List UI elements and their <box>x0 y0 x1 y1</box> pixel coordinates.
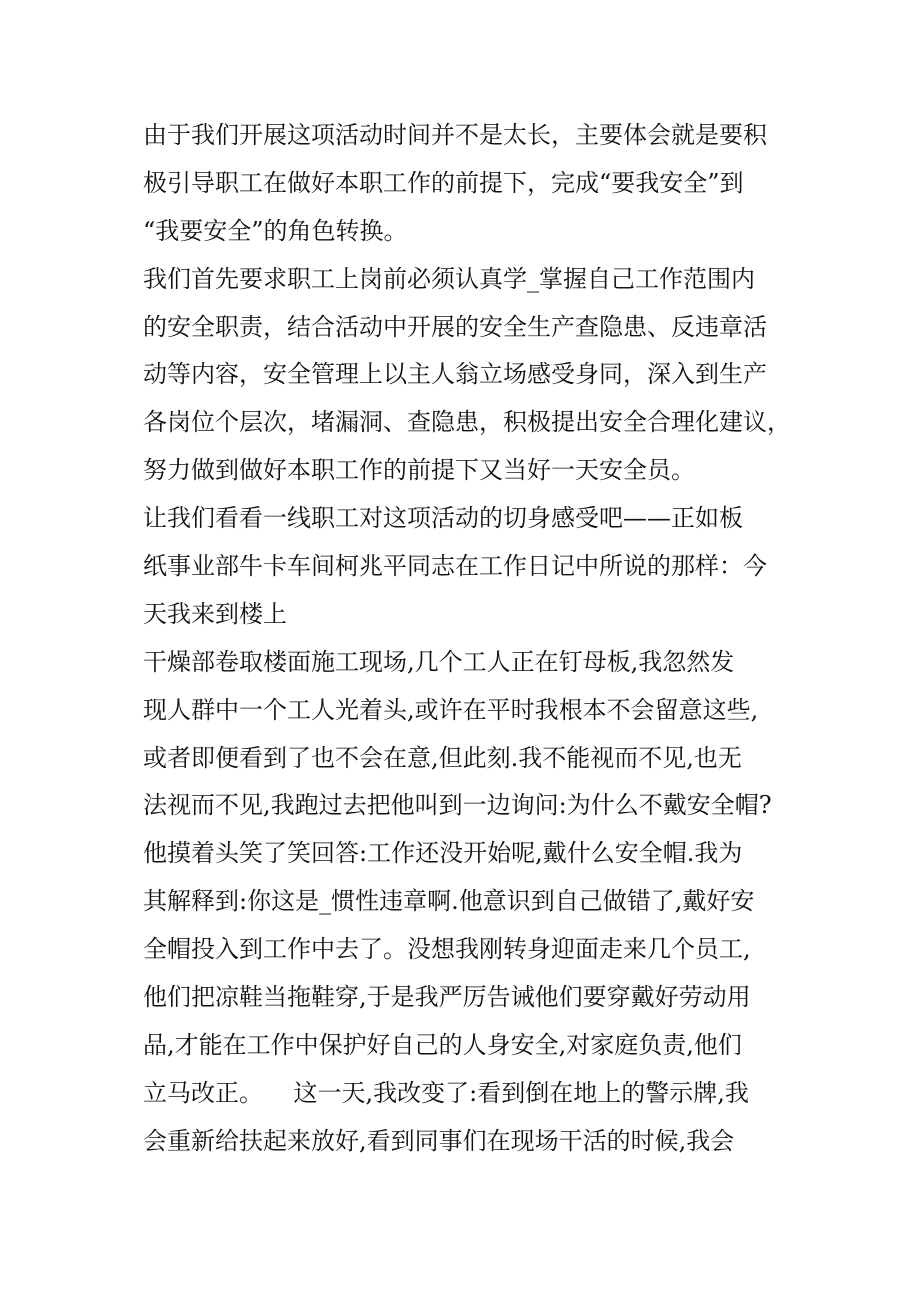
text-line: 努力做到做好本职工作的前提下又当好一天安全员。 <box>143 456 695 485</box>
text-line: “我要安全”的角色转换。 <box>143 216 408 245</box>
text-line: 立马改正。 这一天,我改变了:看到倒在地上的警示牌,我 <box>143 1078 749 1107</box>
text-line: 的安全职责，结合活动中开展的安全生产查隐患、反违章活 <box>143 312 767 341</box>
text-line: 由于我们开展这项活动时间并不是太长，主要体会就是要积 <box>143 121 767 149</box>
text-line: 全帽投入到工作中去了。没想我刚转身迎面走来几个员工, <box>143 935 751 964</box>
document-body <box>143 112 803 1166</box>
text-line: 动等内容，安全管理上以主人翁立场感受身同，深入到生产 <box>143 360 767 389</box>
text-line: 法视而不见,我跑过去把他叫到一边询问:为什么不戴安全帽? <box>143 791 772 820</box>
text-line: 他们把凉鞋当拖鞋穿,于是我严厉告诫他们要穿戴好劳动用 <box>143 983 751 1012</box>
text-line: 会重新给扶起来放好,看到同事们在现场干活的时候,我会 <box>143 1126 735 1155</box>
text-line: 天我来到楼上 <box>143 599 287 628</box>
text-line: 其解释到:你这是_惯性违章啊.他意识到自己做错了,戴好安 <box>143 887 755 916</box>
text-line: 各岗位个层次，堵漏洞、查隐患，积极提出安全合理化建议， <box>143 408 791 437</box>
text-line: 他摸着头笑了笑回答:工作还没开始呢,戴什么安全帽.我为 <box>143 839 743 868</box>
text-line: 纸事业部牛卡车间柯兆平同志在工作日记中所说的那样：今 <box>143 552 767 581</box>
text-line: 干燥部卷取楼面施工现场,几个工人正在钉母板,我忽然发 <box>143 647 735 676</box>
text-line: 我们首先要求职工上岗前必须认真学_掌握自己工作范围内 <box>143 264 755 293</box>
text-line: 或者即便看到了也不会在意,但此刻.我不能视而不见,也无 <box>143 743 742 772</box>
text-line: 品,才能在工作中保护好自己的人身安全,对家庭负责,他们 <box>143 1030 742 1059</box>
text-line: 让我们看看一线职工对这项活动的切身感受吧——正如板 <box>143 504 743 533</box>
text-line: 现人群中一个工人光着头,或许在平时我根本不会留意这些, <box>143 695 759 724</box>
text-line: 极引导职工在做好本职工作的前提下，完成“要我安全”到 <box>143 168 744 197</box>
